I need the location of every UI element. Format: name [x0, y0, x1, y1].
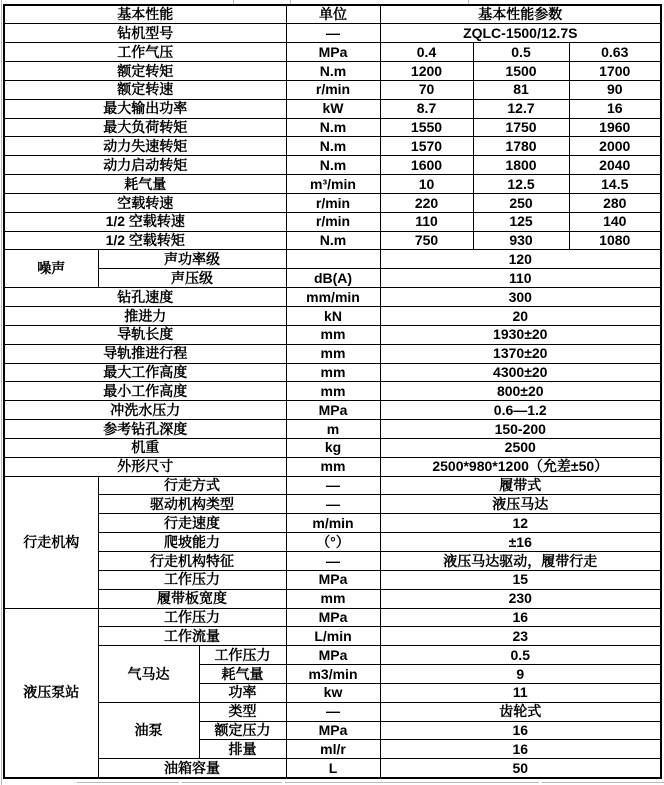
- table-row: [4, 344, 661, 363]
- table-row: [4, 533, 661, 552]
- value-cell: 81: [473, 80, 569, 99]
- unit-cell: r/min: [286, 193, 380, 212]
- table-row: [4, 62, 661, 81]
- param-name-cell: 耗气量: [199, 665, 286, 684]
- table-row: [4, 212, 661, 231]
- param-name-cell: 行走方式: [98, 476, 286, 495]
- value-cell: 930: [473, 231, 569, 250]
- header-property-cell: 基本性能: [4, 5, 286, 24]
- table-row: [4, 175, 661, 194]
- unit-cell: mm: [286, 382, 380, 401]
- value-cell: 125: [473, 212, 569, 231]
- unit-cell: MPa: [286, 721, 380, 740]
- value-cell: 1700: [569, 62, 661, 81]
- table-row: [4, 231, 661, 250]
- table-row: [4, 99, 661, 118]
- param-name-cell: 动力失速转矩: [4, 137, 286, 156]
- value-cell: 70: [380, 80, 473, 99]
- value-cell: 50: [380, 759, 661, 778]
- value-cell: 4300±20: [380, 363, 661, 382]
- param-name-cell: 钻机型号: [4, 24, 286, 43]
- table-row: [4, 80, 661, 99]
- value-cell: 110: [380, 269, 661, 288]
- outer-gridline-bottom-stub: [285, 782, 539, 783]
- unit-cell: m/min: [286, 514, 380, 533]
- value-cell: 16: [380, 721, 661, 740]
- value-cell: 750: [380, 231, 473, 250]
- value-cell: 1080: [569, 231, 661, 250]
- table-row: [4, 156, 661, 175]
- value-cell: 1780: [473, 137, 569, 156]
- param-name-cell: 钻孔速度: [4, 288, 286, 307]
- value-cell: 0.6—1.2: [380, 401, 661, 420]
- param-name-cell: 1/2 空载转矩: [4, 231, 286, 250]
- table-row: [4, 288, 661, 307]
- value-cell: 1800: [473, 156, 569, 175]
- table-row: [4, 43, 661, 62]
- value-cell: 23: [380, 627, 661, 646]
- value-cell: 14.5: [569, 175, 661, 194]
- header-params-cell: 基本性能参数: [380, 5, 661, 24]
- table-row: [4, 438, 661, 457]
- value-cell: 12.5: [473, 175, 569, 194]
- table-row: [4, 457, 661, 476]
- value-cell: ZQLC-1500/12.7S: [380, 24, 661, 43]
- table-row: [4, 551, 661, 570]
- unit-cell: MPa: [286, 608, 380, 627]
- param-name-cell: 导轨长度: [4, 325, 286, 344]
- table-row: [4, 24, 661, 43]
- value-cell: 液压马达驱动，履带行走: [380, 551, 661, 570]
- param-name-cell: 爬坡能力: [98, 533, 286, 552]
- value-cell: ±16: [380, 533, 661, 552]
- param-name-cell: 最大工作高度: [4, 363, 286, 382]
- param-name-cell: 油箱容量: [98, 759, 286, 778]
- unit-cell: L: [286, 759, 380, 778]
- value-cell: 12: [380, 514, 661, 533]
- unit-cell: mm: [286, 457, 380, 476]
- param-name-cell: 工作气压: [4, 43, 286, 62]
- table-row: [4, 702, 661, 721]
- param-name-cell: 最大负荷转矩: [4, 118, 286, 137]
- param-name-cell: 动力启动转矩: [4, 156, 286, 175]
- unit-cell: N.m: [286, 62, 380, 81]
- value-cell: 220: [380, 193, 473, 212]
- value-cell: 0.5: [380, 646, 661, 665]
- value-cell: 16: [569, 99, 661, 118]
- param-name-cell: 最小工作高度: [4, 382, 286, 401]
- table-row: [4, 5, 661, 24]
- unit-cell: N.m: [286, 156, 380, 175]
- param-name-cell: 声功率级: [98, 250, 286, 269]
- value-cell: 120: [380, 250, 661, 269]
- value-cell: 230: [380, 589, 661, 608]
- unit-cell: mm/min: [286, 288, 380, 307]
- value-cell: 1370±20: [380, 344, 661, 363]
- value-cell: 液压马达: [380, 495, 661, 514]
- table-row: [4, 307, 661, 326]
- value-cell: 1550: [380, 118, 473, 137]
- value-cell: 110: [380, 212, 473, 231]
- unit-cell: —: [286, 24, 380, 43]
- param-name-cell: 机重: [4, 438, 286, 457]
- unit-cell: ml/r: [286, 740, 380, 759]
- unit-cell: kW: [286, 99, 380, 118]
- unit-cell: r/min: [286, 212, 380, 231]
- table-row: [4, 476, 661, 495]
- value-cell: 2040: [569, 156, 661, 175]
- unit-cell: m3/min: [286, 665, 380, 684]
- param-name-cell: 行走速度: [98, 514, 286, 533]
- param-name-cell: 工作压力: [98, 570, 286, 589]
- table-row: [4, 269, 661, 288]
- param-name-cell: 耗气量: [4, 175, 286, 194]
- table-row: [4, 514, 661, 533]
- value-cell: 1960: [569, 118, 661, 137]
- unit-cell: m³/min: [286, 175, 380, 194]
- value-cell: 齿轮式: [380, 702, 661, 721]
- param-name-cell: 驱动机构类型: [98, 495, 286, 514]
- table-row: [4, 759, 661, 778]
- table-row: [4, 570, 661, 589]
- unit-cell: r/min: [286, 80, 380, 99]
- param-name-cell: 类型: [199, 702, 286, 721]
- value-cell: 10: [380, 175, 473, 194]
- unit-cell: kg: [286, 438, 380, 457]
- unit-cell: MPa: [286, 401, 380, 420]
- table-row: [4, 589, 661, 608]
- group-cell-travel-mechanism: 行走机构: [4, 476, 98, 608]
- param-name-cell: 1/2 空载转速: [4, 212, 286, 231]
- value-cell: 0.4: [380, 43, 473, 62]
- unit-cell: mm: [286, 589, 380, 608]
- unit-cell: —: [286, 702, 380, 721]
- unit-cell: （°）: [286, 533, 380, 552]
- param-name-cell: 履带板宽度: [98, 589, 286, 608]
- value-cell: 2000: [569, 137, 661, 156]
- group-cell-hydraulic-pump-station: 液压泵站: [4, 608, 98, 778]
- unit-cell: N.m: [286, 231, 380, 250]
- param-name-cell: 额定转矩: [4, 62, 286, 81]
- value-cell: 300: [380, 288, 661, 307]
- table-row: [4, 495, 661, 514]
- unit-cell: N.m: [286, 137, 380, 156]
- value-cell: 1500: [473, 62, 569, 81]
- param-name-cell: 推进力: [4, 307, 286, 326]
- subgroup-cell-oil-pump: 油泵: [98, 702, 199, 759]
- param-name-cell: 导轨推进行程: [4, 344, 286, 363]
- unit-cell: MPa: [286, 43, 380, 62]
- table-row: [4, 646, 661, 665]
- unit-cell: L/min: [286, 627, 380, 646]
- spec-table: [3, 4, 662, 779]
- outer-gridline-bottom-stub: [542, 782, 664, 783]
- unit-cell: MPa: [286, 570, 380, 589]
- param-name-cell: 行走机构特征: [98, 551, 286, 570]
- value-cell: 90: [569, 80, 661, 99]
- value-cell: 250: [473, 193, 569, 212]
- param-name-cell: 外形尺寸: [4, 457, 286, 476]
- value-cell: 1570: [380, 137, 473, 156]
- param-name-cell: 额定转速: [4, 80, 286, 99]
- value-cell: 1930±20: [380, 325, 661, 344]
- value-cell: 1600: [380, 156, 473, 175]
- value-cell: 16: [380, 740, 661, 759]
- param-name-cell: 工作压力: [98, 608, 286, 627]
- param-name-cell: 功率: [199, 683, 286, 702]
- param-name-cell: 参考钻孔深度: [4, 420, 286, 439]
- value-cell: 0.5: [473, 43, 569, 62]
- value-cell: 1750: [473, 118, 569, 137]
- value-cell: 16: [380, 608, 661, 627]
- header-unit-cell: 单位: [286, 5, 380, 24]
- subgroup-cell-air-motor: 气马达: [98, 646, 199, 703]
- unit-cell: MPa: [286, 646, 380, 665]
- param-name-cell: 最大输出功率: [4, 99, 286, 118]
- value-cell: 140: [569, 212, 661, 231]
- table-row: [4, 627, 661, 646]
- unit-cell: mm: [286, 344, 380, 363]
- value-cell: 履带式: [380, 476, 661, 495]
- value-cell: 12.7: [473, 99, 569, 118]
- value-cell: 9: [380, 665, 661, 684]
- value-cell: 150-200: [380, 420, 661, 439]
- table-row: [4, 401, 661, 420]
- unit-cell: —: [286, 551, 380, 570]
- unit-cell: N.m: [286, 118, 380, 137]
- param-name-cell: 工作压力: [199, 646, 286, 665]
- value-cell: 2500: [380, 438, 661, 457]
- param-name-cell: 工作流量: [98, 627, 286, 646]
- value-cell: 11: [380, 683, 661, 702]
- group-cell-noise: 噪声: [4, 250, 98, 288]
- table-row: [4, 420, 661, 439]
- unit-cell: [286, 250, 380, 269]
- outer-gridline-left: [1, 0, 2, 785]
- table-row: [4, 382, 661, 401]
- unit-cell: kN: [286, 307, 380, 326]
- value-cell: 20: [380, 307, 661, 326]
- param-name-cell: 声压级: [98, 269, 286, 288]
- value-cell: 8.7: [380, 99, 473, 118]
- table-row: [4, 608, 661, 627]
- table-row: [4, 325, 661, 344]
- table-row: [4, 363, 661, 382]
- unit-cell: mm: [286, 363, 380, 382]
- unit-cell: —: [286, 495, 380, 514]
- param-name-cell: 额定压力: [199, 721, 286, 740]
- param-name-cell: 冲洗水压力: [4, 401, 286, 420]
- table-row: [4, 118, 661, 137]
- value-cell: 1200: [380, 62, 473, 81]
- param-name-cell: 排量: [199, 740, 286, 759]
- unit-cell: —: [286, 476, 380, 495]
- table-row: [4, 137, 661, 156]
- table-row: [4, 193, 661, 212]
- value-cell: 15: [380, 570, 661, 589]
- value-cell: 800±20: [380, 382, 661, 401]
- unit-cell: kw: [286, 683, 380, 702]
- outer-gridline-bottom-stub: [182, 782, 282, 783]
- table-row: [4, 250, 661, 269]
- value-cell: 0.63: [569, 43, 661, 62]
- value-cell: 2500*980*1200（允差±50）: [380, 457, 661, 476]
- value-cell: 280: [569, 193, 661, 212]
- unit-cell: dB(A): [286, 269, 380, 288]
- unit-cell: m: [286, 420, 380, 439]
- param-name-cell: 空载转速: [4, 193, 286, 212]
- unit-cell: mm: [286, 325, 380, 344]
- outer-gridline-bottom-stub: [77, 782, 179, 783]
